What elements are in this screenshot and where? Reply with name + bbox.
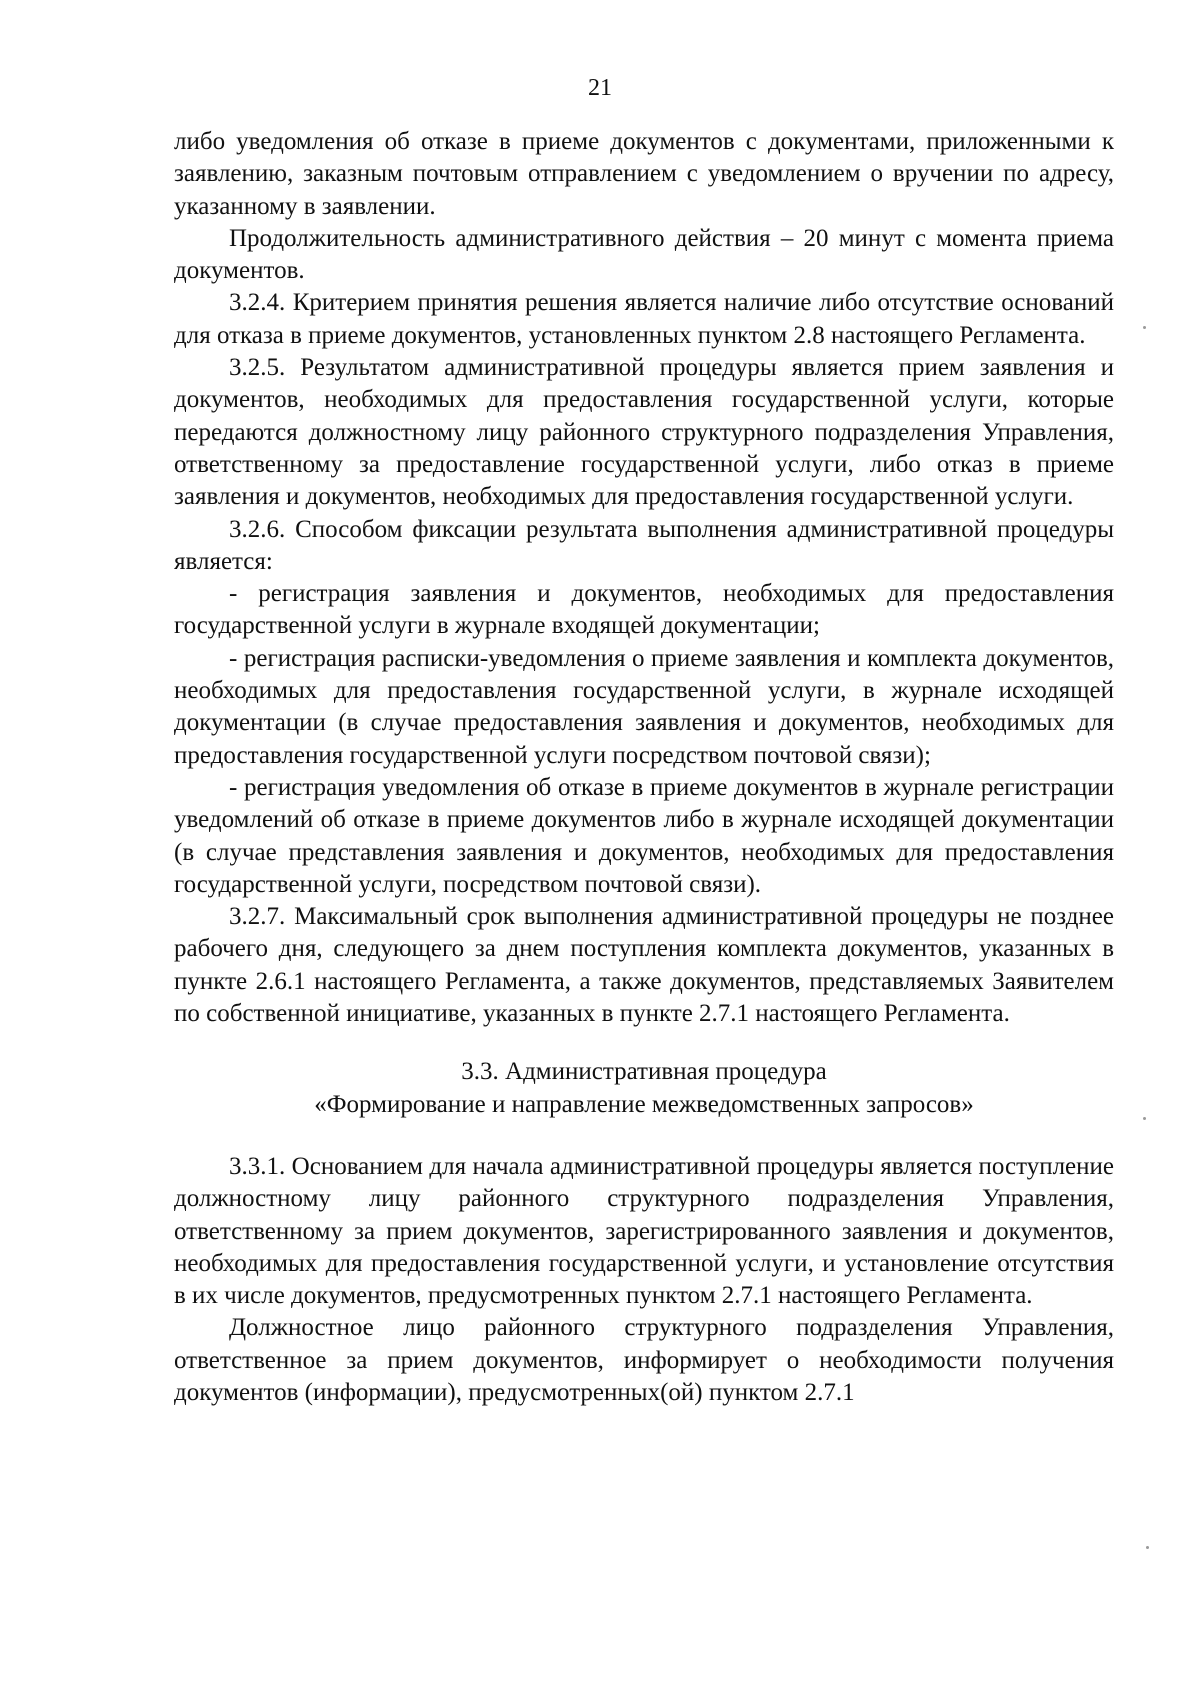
scan-speck <box>1143 326 1146 329</box>
section-heading-subtitle: «Формирование и направление межведомственных запросов» <box>314 1090 974 1118</box>
scan-speck <box>1143 1117 1146 1120</box>
section-heading-title: 3.3. Административная процедура <box>461 1058 827 1086</box>
paragraph: 3.3.1. Основанием для начала административной процедуры является поступление должностному лицу районного структурного подразделения Управления, ответственному за прием документов, зарегистрированного заявления и документов, необходимых для предоставления государственной услуги, и установление отсутствия в их числе документов, предусмотренных пунктом 2.7.1 настоящего Регламента. <box>174 1152 1114 1310</box>
paragraph: - регистрация расписки-уведомления о приеме заявления и комплекта документов, необходимых для предоставления государственной услуги, в журнале исходящей документации (в случае предоставления заявления и документов, необходимых для предоставления государственной услуги посредством почтовой связи); <box>174 644 1114 769</box>
paragraph: Продолжительность административного действия – 20 минут с момента приема документов. <box>174 224 1114 285</box>
section-heading <box>174 1056 1114 1121</box>
paragraph: 3.2.7. Максимальный срок выполнения административной процедуры не позднее рабочего дня, следующего за днем поступления комплекта документов, указанных в пункте 2.6.1 настоящего Регламента, а также документов, представляемых Заявителем по собственной инициативе, указанных в пункте 2.7.1 настоящего Регламента. <box>174 903 1114 1028</box>
paragraph: 3.2.6. Способом фиксации результата выполнения административной процедуры является: <box>174 515 1114 575</box>
page-number: 21 <box>588 75 612 101</box>
scan-speck <box>1146 1546 1149 1549</box>
paragraph: - регистрация уведомления об отказе в приеме документов в журнале регистрации уведомлений об отказе в приеме документов либо в журнале исходящей документации (в случае представления заявления и документов, необходимых для предоставления государственной услуги, посредством почтовой связи). <box>174 773 1114 898</box>
paragraph: 3.2.5. Результатом административной процедуры является прием заявления и документов, необходимых для предоставления государственной услуги, которые передаются должностному лицу районного структурного подразделения Управления, ответственному за предоставление государственной услуги, либо отказ в приеме заявления и документов, необходимых для предоставления государственной услуги. <box>174 354 1114 511</box>
paragraph: Должностное лицо районного структурного подразделения Управления, ответственное за прием документов, информирует о необходимости получения документов (информации), предусмотренных(ой) пунктом 2.7.1 <box>174 1314 1114 1406</box>
section-3-3-paragraphs <box>174 1151 1114 1409</box>
paragraph: - регистрация заявления и документов, необходимых для предоставления государственной услуги в журнале входящей документации; <box>174 580 1114 640</box>
paragraph: либо уведомления об отказе в приеме документов с документами, приложенными к заявлению, заказным почтовым отправлением с уведомлением о вручении по адресу, указанному в заявлении. <box>174 128 1114 220</box>
paragraph: 3.2.4. Критерием принятия решения является наличие либо отсутствие оснований для отказа в приеме документов, установленных пунктом 2.8 настоящего Регламента. <box>174 289 1114 349</box>
document-body <box>174 126 1114 1409</box>
section-3-2-paragraphs <box>174 126 1114 1030</box>
